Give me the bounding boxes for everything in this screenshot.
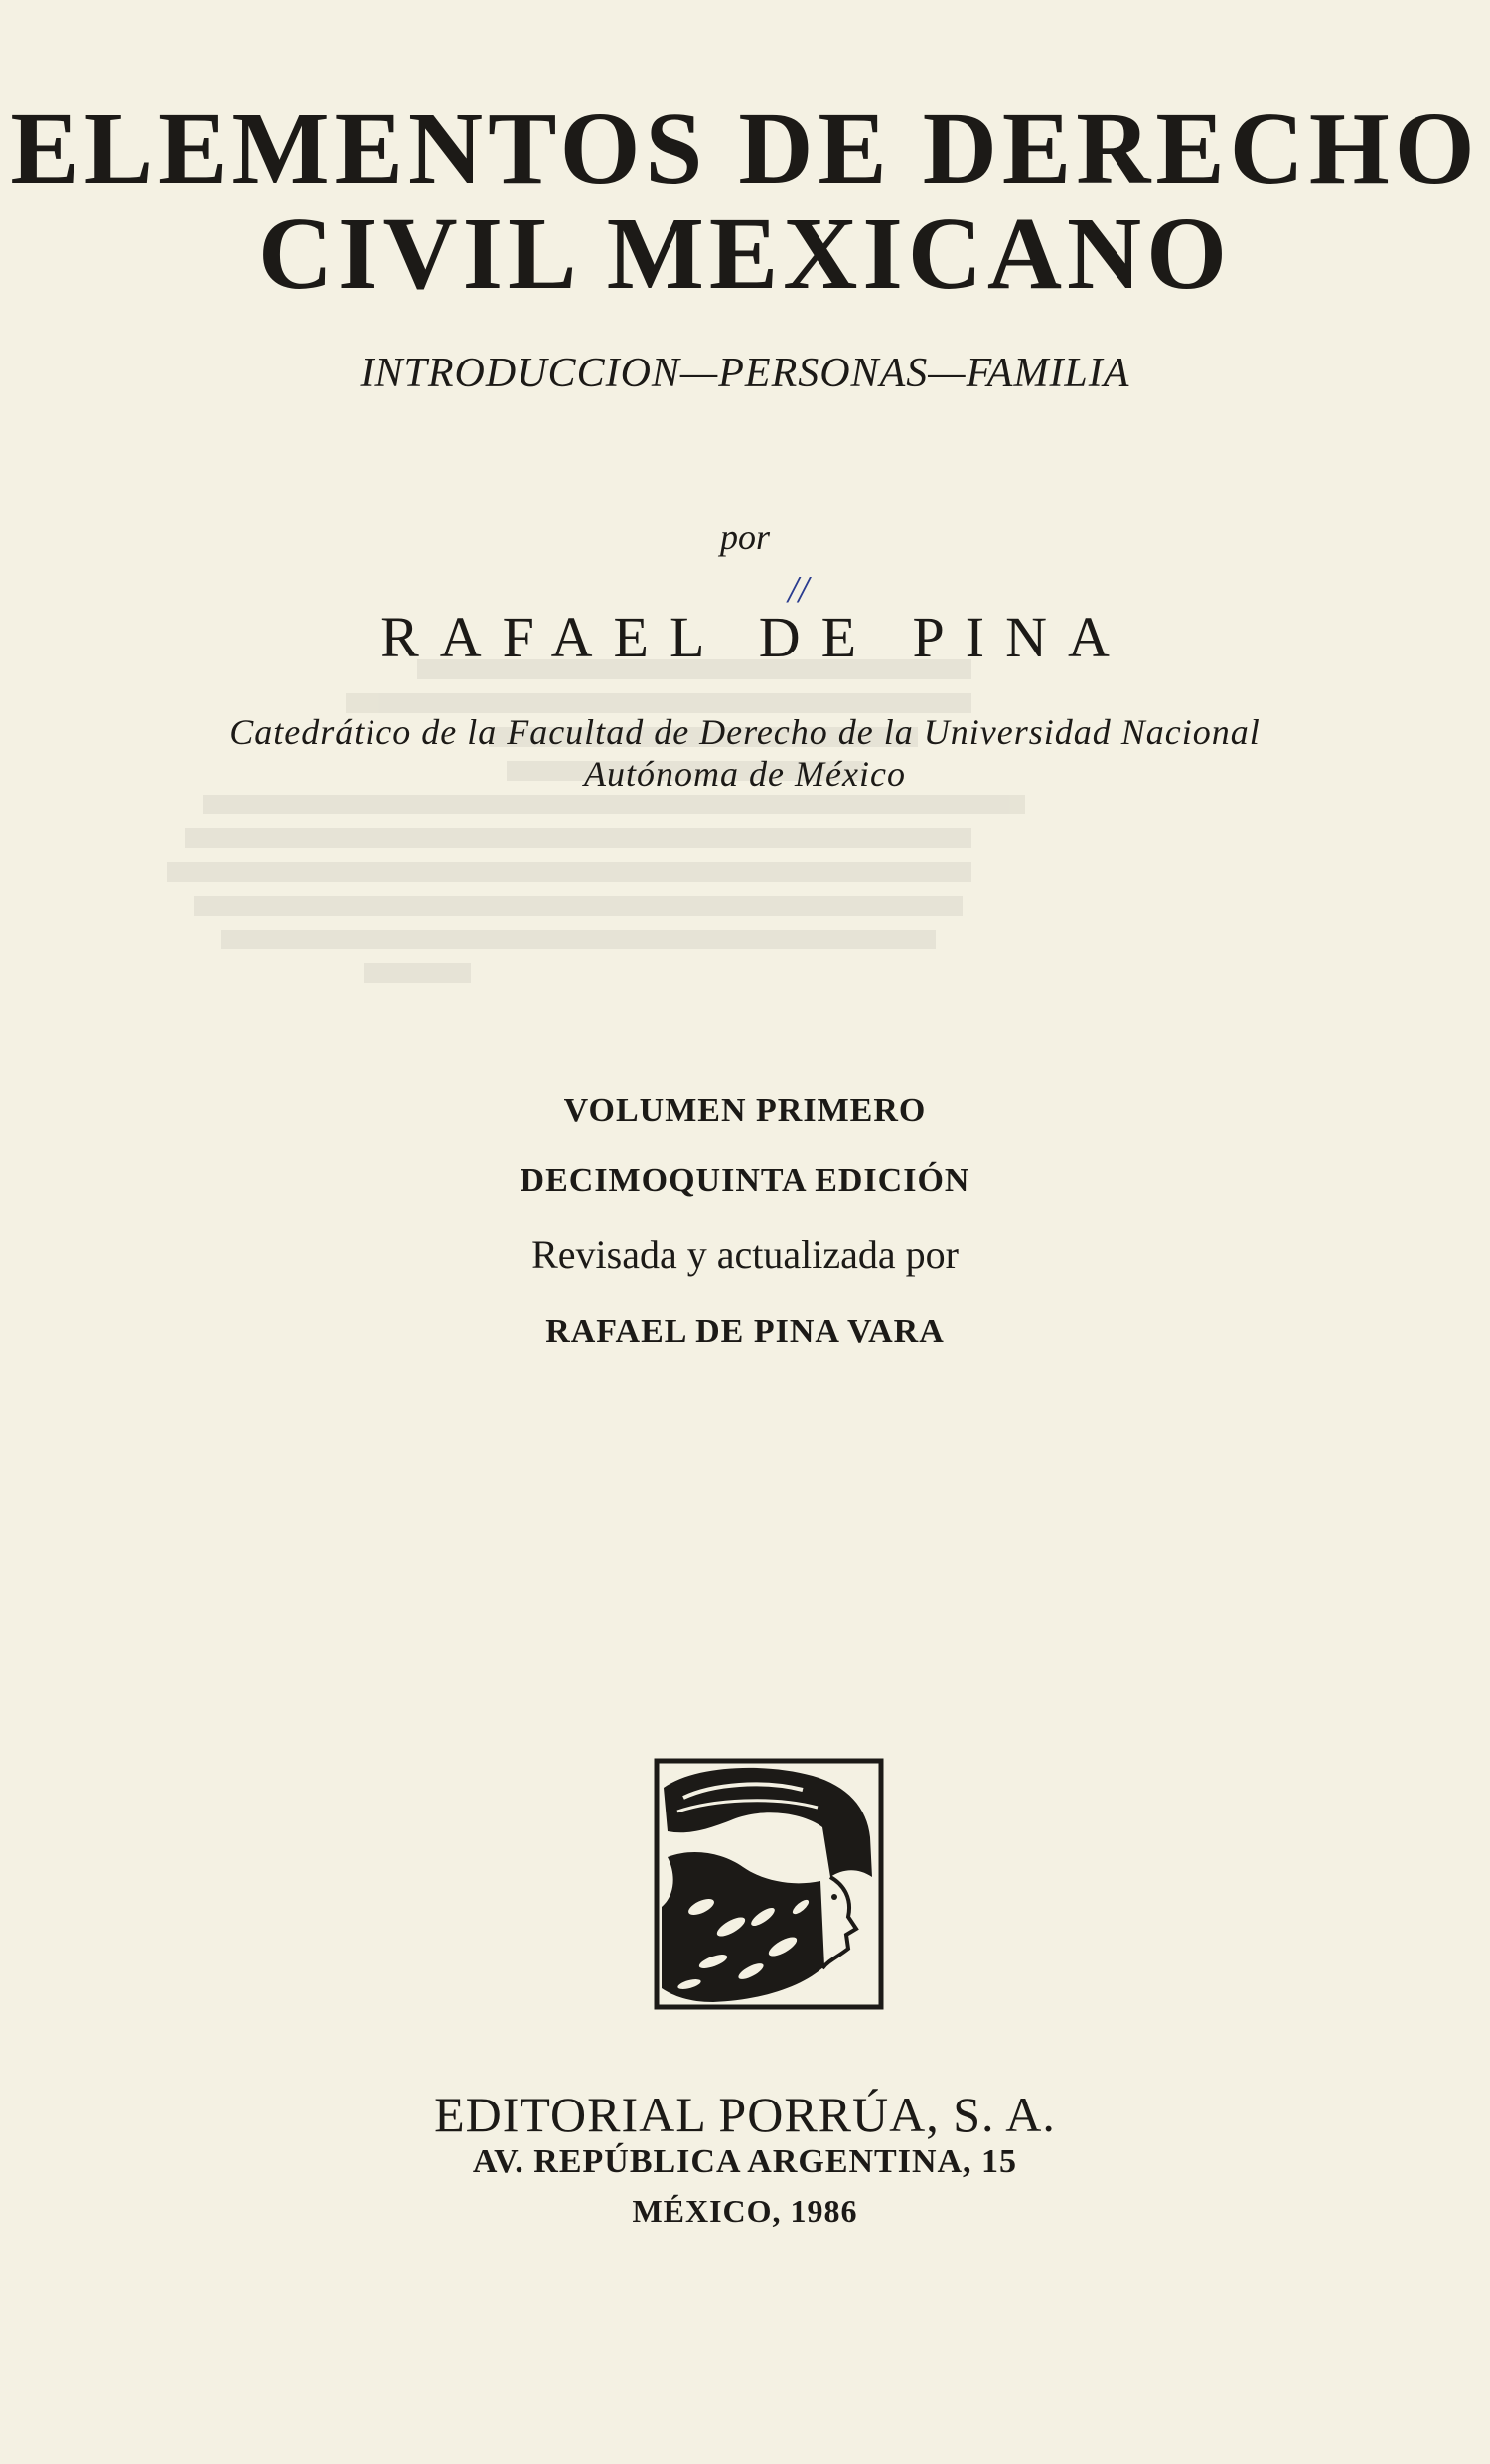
author-affiliation-line-1: Catedrático de la Facultad de Derecho de la Universidad Nacional xyxy=(229,712,1261,752)
by-label: por xyxy=(719,517,770,557)
revised-by-label: Revisada y actualizada por xyxy=(531,1232,959,1277)
handwritten-mark: // xyxy=(788,569,810,611)
publisher-name: EDITORIAL PORRÚA, S. A. xyxy=(434,2087,1056,2142)
title-line-1: ELEMENTOS DE DERECHO xyxy=(10,91,1480,206)
author-name: RAFAEL DE PINA xyxy=(380,605,1130,669)
subtitle: INTRODUCCION—PERSONAS—FAMILIA xyxy=(360,351,1130,396)
publisher-emblem-icon xyxy=(654,1758,884,2010)
title-line-2: CIVIL MEXICANO xyxy=(257,197,1233,311)
publisher-city-year: MÉXICO, 1986 xyxy=(632,2193,858,2229)
edition-label: DECIMOQUINTA EDICIÓN xyxy=(520,1162,970,1199)
volume-label: VOLUMEN PRIMERO xyxy=(563,1092,927,1129)
publisher-address: AV. REPÚBLICA ARGENTINA, 15 xyxy=(472,2143,1018,2180)
author-affiliation-line-2: Autónoma de México xyxy=(584,754,906,794)
reviser-name: RAFAEL DE PINA VARA xyxy=(545,1313,945,1350)
